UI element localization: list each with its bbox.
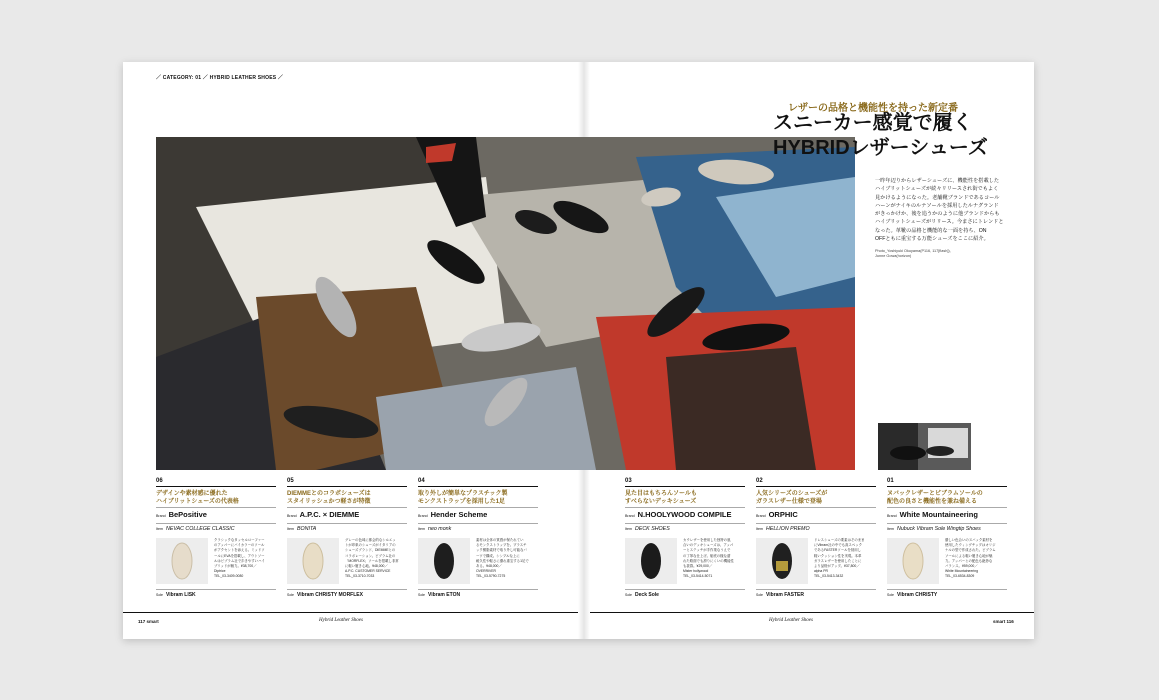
product-sole: Sole Vibram LISK: [156, 589, 276, 598]
product-title: DIEMMEとのコラボシューズは スタイリッシュかつ軽さが特徴: [287, 491, 371, 505]
product-brand: Brand A.P.C. × DIEMME: [287, 507, 407, 519]
product-model: Item NEVAC COLLEGE CLASSIC: [156, 523, 276, 532]
intro-text: [875, 177, 1023, 243]
intro-line: がきっかけか、後を追うかのように他ブランドからも: [875, 211, 1000, 218]
product-03: [625, 478, 745, 598]
sole-photo: [625, 538, 677, 584]
main-photo: [156, 137, 855, 470]
product-description: グレーの色味に都会的なシルエッ トが印象のシューズがイタリアの シューズブランド、DIEMMEとの コラボレーション。ビブラム社の 「MORFLEX」ソールを搭載し非常 に軽い履き心地。¥48,000／ A.P.C. CUSTOMER SERVICE TEL_03-3710-7033: [345, 538, 399, 579]
sole-photo: [156, 538, 208, 584]
product-05: [287, 478, 407, 598]
credit-line: Junne Gowa(horizon): [875, 254, 912, 258]
intro-line: 見かけるようになった。老舗靴ブランドであるコール: [875, 194, 1000, 201]
product-sole: Sole Vibram FASTER: [756, 589, 876, 598]
product-number: 05: [287, 478, 294, 484]
intro-line: ハイブリットシューズが続々リリースされ街でもよく: [875, 186, 999, 193]
product-number: 01: [887, 478, 894, 484]
inset-photo: [878, 423, 971, 470]
headline-line-2: HYBRIDレザーシューズ: [773, 137, 988, 159]
footer-rule-right: [590, 612, 1034, 613]
running-title-right: Hybrid Leather Shoes: [769, 618, 813, 623]
product-description: カウレザーを使用した独特の風 合いのデッキシューズは、アッパ ーとステッチが手作業なうえで の丁寧な仕上げ。船底の様な濡 れた路面でも滑りにくいの機能性 も抜群。¥29,000／ Mister hollywood TEL_03-5414-5071: [683, 538, 734, 579]
headline-line-1: スニーカー感覚で履く: [773, 112, 973, 134]
product-model: Item Nubuck Vibram Sole Wingtip Shoes: [887, 523, 1007, 532]
product-sole: Sole Vibram ETON: [418, 589, 538, 598]
product-brand: Brand ORPHIC: [756, 507, 876, 519]
product-model: Item HELLION PREMO: [756, 523, 876, 532]
product-number: 02: [756, 478, 763, 484]
product-04: [418, 478, 538, 598]
product-description: クラシックなタッセルローファー のアッパーにバイカラーのソール がアクセントを添える。ミッドソ ールにEVAを搭載し、アウトソー ルはビブラム社で歩きやすいハイ ブリッドが魅力。¥38,700／ Diptrice TEL_03-3409-0080: [214, 538, 265, 579]
page-number-left: 117 smart: [138, 619, 159, 624]
product-sole: Sole Vibram CHRISTY: [887, 589, 1007, 598]
category-label: ／ CATEGORY: 01 ／ HYBRID LEATHER SHOES ／: [156, 75, 284, 81]
product-number: 04: [418, 478, 425, 484]
running-title-left: Hybrid Leather Shoes: [319, 618, 363, 623]
product-title: ヌバックレザーとビブラムソールの 配色の良さと機能性を兼ね備える: [887, 491, 983, 505]
product-brand: Brand Hender Scheme: [418, 507, 538, 519]
footer-rule-left: [123, 612, 578, 613]
subheadline: レザーの品格と機能性を持った新定番: [788, 103, 958, 114]
shoes-on-posters-photo: [156, 137, 855, 470]
product-sole: Sole Vibram CHRISTY MORFLEX: [287, 589, 407, 598]
product-06: [156, 478, 276, 598]
product-number: 06: [156, 478, 163, 484]
intro-line: OFFともに重宝する万能シューズをここに紹介。: [875, 236, 989, 243]
sole-photo: [887, 538, 939, 584]
product-title: 見た目はもちろんソールも すべらないデッキシューズ: [625, 491, 697, 505]
product-title: 人気シリーズのシューズが ガラスレザー仕様で登場: [756, 491, 828, 505]
intro-line: なった。革靴の品格と機能的な一面を持ち、ON: [875, 227, 987, 234]
intro-line: ハイブリットシューズがリリース。今まさにトレンドと: [875, 219, 1004, 226]
sole-photo: [287, 538, 339, 584]
product-title: デザインや素材感に優れた ハイブリットシューズの代表格: [156, 491, 239, 505]
product-brand: Brand White Mountaineering: [887, 507, 1007, 519]
photo-credit: [875, 249, 1015, 259]
product-description: ドレスシューズの要素はそのまま にVibram社の中でも高スペック であるFASTERソールを採用し 軽いクッション性を実現。本革 ガラスレザーを使用したことに より品格がアップ。¥37,800／ alpha PR TEL_03-5413-3432: [814, 538, 865, 579]
sole-photo: [418, 538, 470, 584]
sole-photo: [756, 538, 808, 584]
magazine-spread: [123, 62, 1034, 639]
product-sole: Sole Deck Sole: [625, 589, 745, 598]
headline: [773, 111, 988, 161]
product-brand: Brand BePositive: [156, 507, 276, 519]
page-number-right: smart 116: [993, 619, 1014, 624]
intro-line: ハーンがナイキのルナソールを採用したルナグランド: [875, 202, 999, 209]
product-number: 03: [625, 478, 632, 484]
product-description: 優しい色合いのヌバック素材を 使用したウィングチップはオリジ ナルの型で作成された。ビブラム ソールによる軽い履き心地が魅 力。アッパーとの配色も絶妙な バランス。¥59,000／ White Mountaineering TEL_03-6534-8309: [945, 538, 996, 579]
product-model: Item DECK SHOES: [625, 523, 745, 532]
product-description: 素材は全体の質感が保たれてい るモンクストラップを。プラスチ ック樹脂素材で取り外し可能なバ ーツで構成。シンプルな上に 耐久性や軽さに優れ重宝する1足で ある。¥48,000／ OVERRIVER TEL_03-5790-7275: [476, 538, 529, 579]
intro-line: 一昨年辺りからレザーシューズに、機能性を搭載した: [875, 178, 1000, 184]
product-02: [756, 478, 876, 598]
product-01: [887, 478, 1007, 598]
product-model: Item BONITA: [287, 523, 407, 532]
credit-line: Photo_Yoshiyuki Okuyama(P116, 117[flash]),: [875, 249, 951, 253]
product-model: Item neo monk: [418, 523, 538, 532]
product-brand: Brand N.HOOLYWOOD COMPILE: [625, 507, 745, 519]
product-title: 取り外しが簡単なプラスチック製 モンクストラップを採用した1足: [418, 491, 508, 505]
